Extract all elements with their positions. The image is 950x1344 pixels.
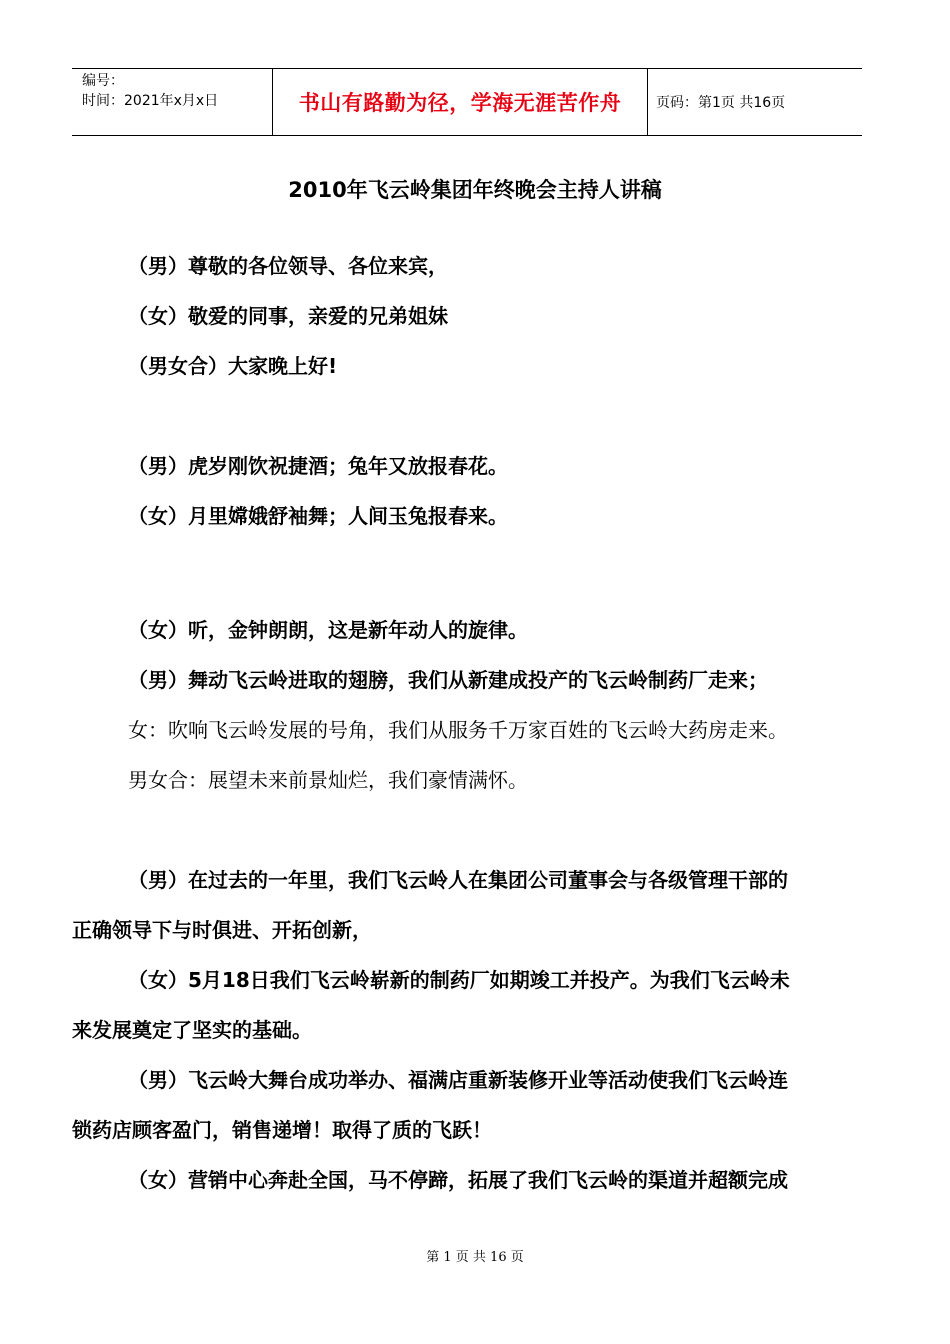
script-line: （女）营销中心奔赴全国，马不停蹄，拓展了我们飞云岭的渠道并超额完成: [128, 1168, 788, 1192]
header-motto-cell: [273, 69, 648, 135]
script-line: （男）舞动飞云岭进取的翅膀，我们从新建成投产的飞云岭制药厂走来；: [128, 668, 768, 692]
motto-text: 书山有路勤为径，学海无涯苦作舟: [298, 91, 622, 115]
script-line: 女：吹响飞云岭发展的号角，我们从服务千万家百姓的飞云岭大药房走来。: [128, 718, 788, 742]
script-line: 男女合：展望未来前景灿烂，我们豪情满怀。: [128, 768, 528, 792]
number-label: 编号：: [82, 73, 124, 89]
script-line: （男）尊敬的各位领导、各位来宾，: [128, 254, 448, 278]
header-page-info: [648, 69, 862, 135]
page-info-text: 页码：第1页 共16页: [656, 95, 786, 111]
script-line: 锁药店顾客盈门，销售递增！取得了质的飞跃！: [72, 1118, 492, 1142]
document-title: 2010年飞云岭集团年终晚会主持人讲稿: [288, 178, 662, 202]
script-line: （男）飞云岭大舞台成功举办、福满店重新装修开业等活动使我们飞云岭连: [128, 1068, 788, 1092]
script-line: （女）月里嫦娥舒袖舞；人间玉兔报春来。: [128, 504, 508, 528]
script-line: （男）虎岁刚饮祝捷酒；兔年又放报春花。: [128, 454, 508, 478]
time-label: 时间：2021年x月x日: [82, 93, 219, 109]
page-footer: 第 1 页 共 16 页: [426, 1250, 524, 1265]
script-line: （女）敬爱的同事，亲爱的兄弟姐妹: [128, 304, 448, 328]
script-line: （男女合）大家晚上好!: [128, 354, 338, 378]
document-header: [72, 68, 862, 136]
script-line: 正确领导下与时俱进、开拓创新，: [72, 918, 372, 942]
script-line: （男）在过去的一年里，我们飞云岭人在集团公司董事会与各级管理干部的: [128, 868, 788, 892]
script-line: 来发展奠定了坚实的基础。: [72, 1018, 312, 1042]
header-meta: [72, 69, 273, 135]
script-line: （女）听，金钟朗朗，这是新年动人的旋律。: [128, 618, 528, 642]
script-line: （女）5月18日我们飞云岭崭新的制药厂如期竣工并投产。为我们飞云岭未: [128, 968, 790, 992]
